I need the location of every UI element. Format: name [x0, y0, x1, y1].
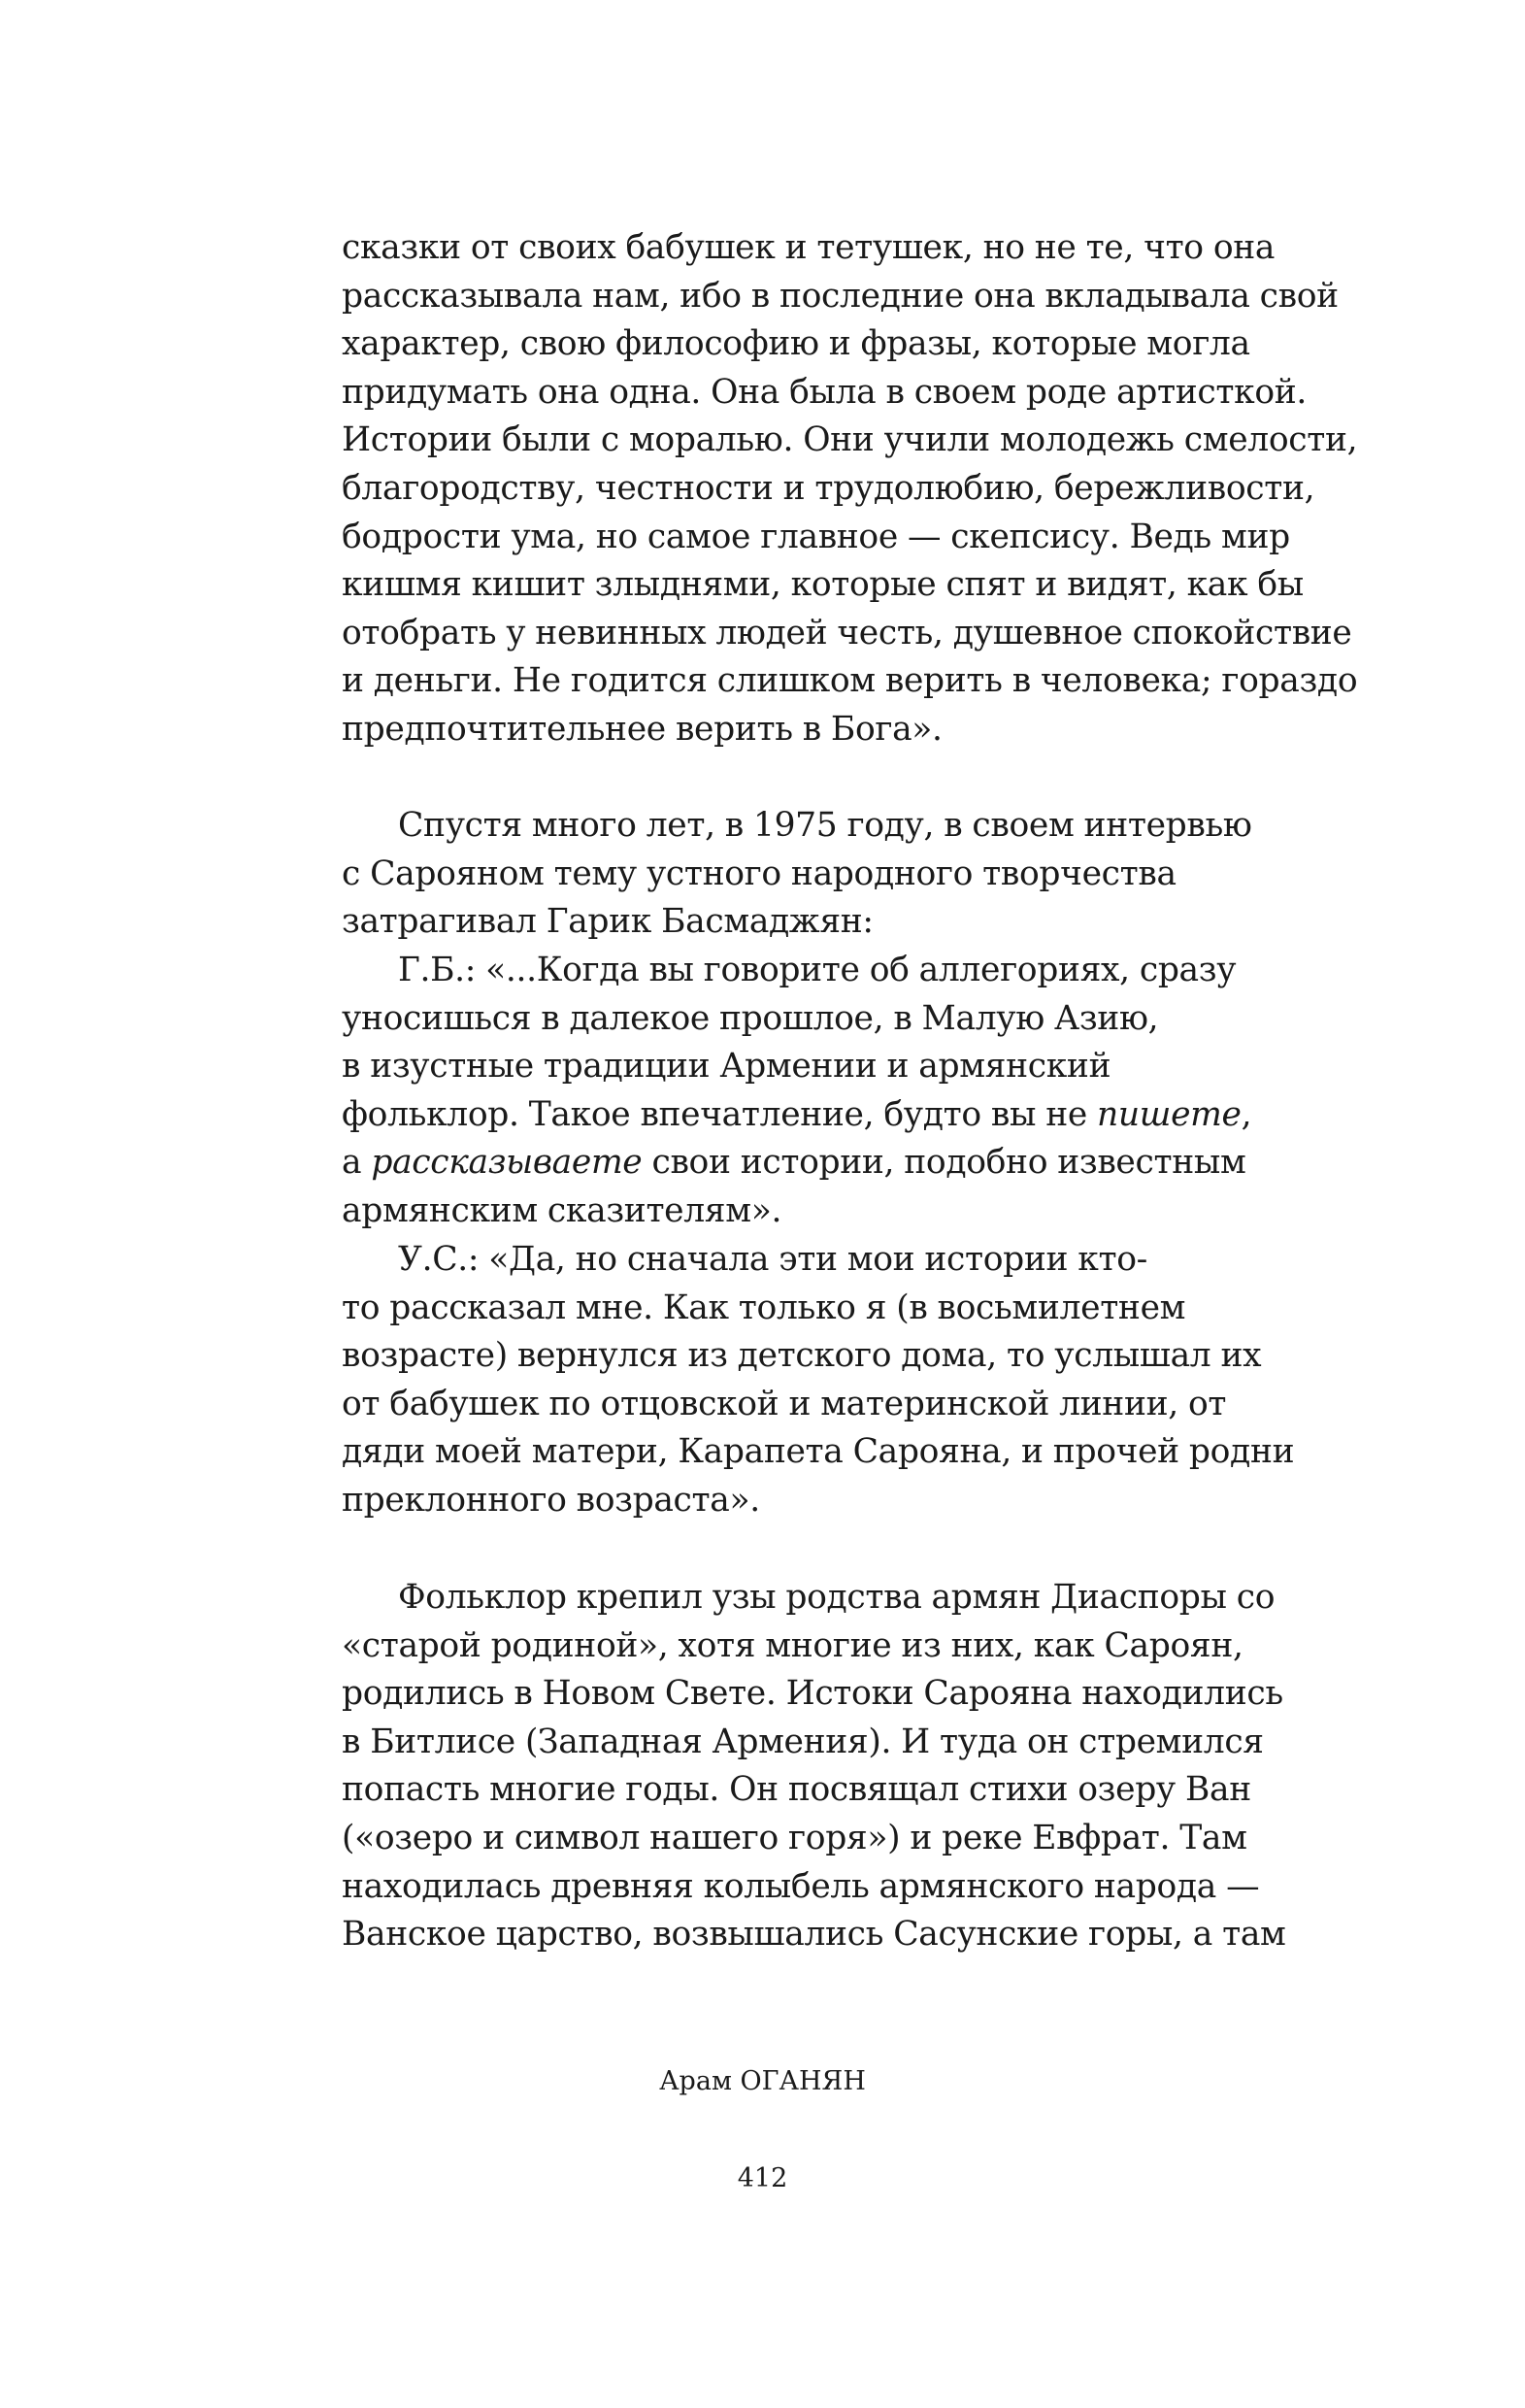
- quote-garik-basmadjian: [342, 947, 1312, 1236]
- paragraph-continuation: [342, 224, 1358, 754]
- text-line: [342, 1091, 1312, 1140]
- text-line: находилась древняя колыбель армянского народа —: [342, 1866, 1260, 1906]
- paragraph-folklore: [342, 1574, 1312, 1959]
- text-line: уносишься в далекое прошлое, в Малую Азию,: [342, 998, 1159, 1038]
- quote-william-saroyan: [342, 1236, 1312, 1525]
- text-line: от бабушек по отцовской и материнской линии, от: [342, 1384, 1227, 1423]
- text-line: в Битлисе (Западная Армения). И туда он стремился: [342, 1722, 1264, 1761]
- text-line: сказки от своих бабушек и тетушек, но не те, что она: [342, 228, 1276, 267]
- text-line: Г.Б.: «...Когда вы говорите об аллегориях, сразу: [398, 951, 1237, 989]
- text-line: преклонного возраста».: [342, 1480, 760, 1520]
- text-line: с Сарояном тему устного народного творчества: [342, 853, 1177, 893]
- text-line: предпочтительнее верить в Бога».: [342, 709, 943, 749]
- text-line: отобрать у невинных людей честь, душевное спокойствие: [342, 613, 1352, 652]
- text-line: Ванское царство, возвышались Сасунские горы, а там: [342, 1915, 1286, 1955]
- text-line: затрагивал Гарик Басмаджян:: [342, 902, 874, 942]
- text-line: характер, свою философию и фразы, которые могла: [342, 324, 1250, 364]
- text-line: Фольклор крепил узы родства армян Диаспоры со: [398, 1578, 1276, 1617]
- text-line: придумать она одна. Она была в своем роде артисткой.: [342, 372, 1308, 412]
- text-line: У.С.: «Да, но сначала эти мои истории кто-: [398, 1240, 1147, 1279]
- text-line: возрасте) вернулся из детского дома, то услышал их: [342, 1336, 1262, 1376]
- text-line: попасть многие годы. Он посвящал стихи озеру Ван: [342, 1770, 1251, 1810]
- text-line: дяди моей матери, Карапета Сарояна, и прочей родни: [342, 1432, 1295, 1472]
- text-line: бодрости ума, но самое главное — скепсису. Ведь мир: [342, 517, 1290, 556]
- text-line: в изустные традиции Армении и армянский: [342, 1047, 1111, 1087]
- text-line: «старой родиной», хотя многие из них, как Сароян,: [342, 1625, 1243, 1665]
- paragraph-interview-intro: [342, 802, 1312, 947]
- text-line: («озеро и символ нашего горя») и реке Евфрат. Там: [342, 1818, 1247, 1857]
- text-line: кишмя кишит злыднями, которые спят и видят, как бы: [342, 565, 1304, 605]
- text-line: родились в Новом Свете. Истоки Сарояна находились: [342, 1674, 1283, 1714]
- text-line: благородству, честности и трудолюбию, бережливости,: [342, 468, 1315, 508]
- text-run: фольклор. Такое впечатление, будто вы не: [342, 1094, 1098, 1134]
- running-footer-author: Арам ОГАНЯН: [659, 2066, 866, 2096]
- text-line: Спустя много лет, в 1975 году, в своем интервью: [398, 806, 1252, 845]
- page-number: 412: [737, 2163, 788, 2193]
- text-run: ,: [1241, 1094, 1252, 1134]
- text-line: рассказывала нам, ибо в последние она вкладывала свой: [342, 276, 1339, 316]
- text-line: то рассказал мне. Как только я (в восьмилетнем: [342, 1288, 1186, 1327]
- text-line: и деньги. Не годится слишком верить в человека; гораздо: [342, 661, 1358, 701]
- emphasis-rasskazyvaete: рассказываете: [371, 1143, 643, 1183]
- text-line: [342, 1139, 1312, 1187]
- emphasis-pishete: пишете: [1097, 1094, 1242, 1134]
- text-line: армянским сказителям».: [342, 1190, 782, 1230]
- text-run: свои истории, подобно известным: [642, 1143, 1246, 1183]
- text-run: а: [342, 1143, 372, 1183]
- text-line: Истории были с моралью. Они учили молодежь смелости,: [342, 420, 1358, 460]
